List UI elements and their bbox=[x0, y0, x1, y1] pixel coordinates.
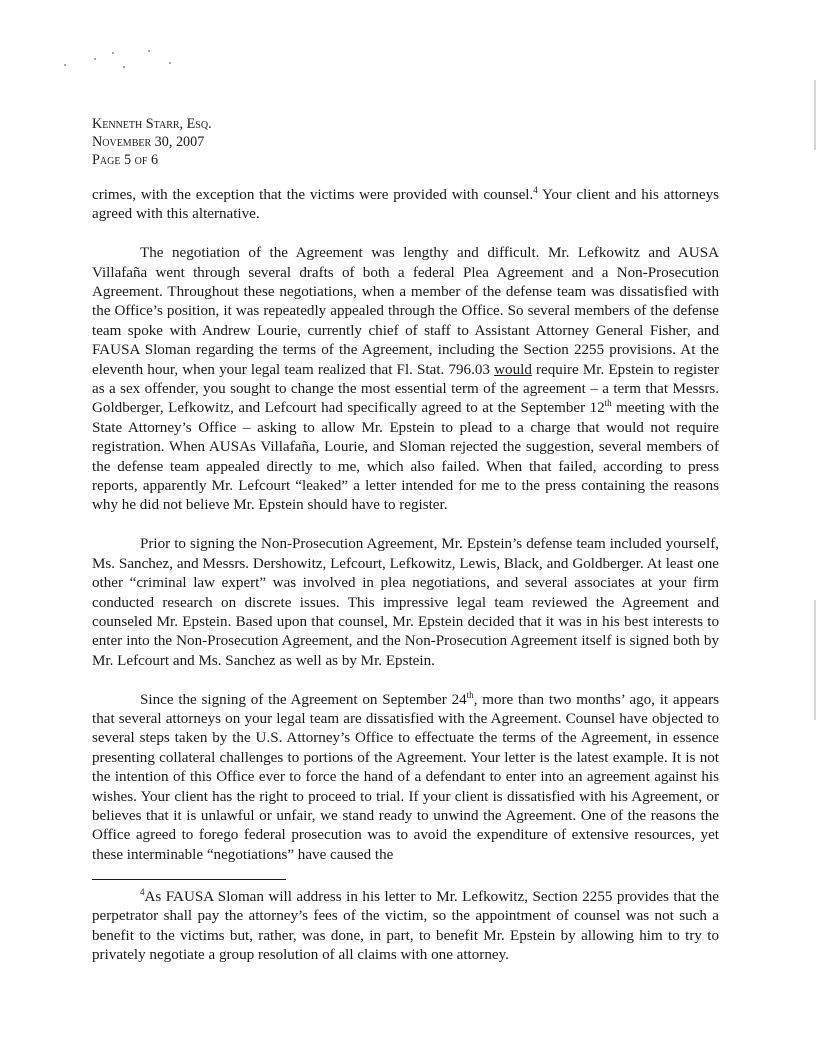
footnote-number: 4 bbox=[140, 886, 145, 897]
letter-body bbox=[92, 186, 719, 885]
paragraph-3: Prior to signing the Non-Prosecution Agreement, Mr. Epstein’s defense team included yourself, Ms. Sanchez, and Messrs. Dershowitz, Lefcourt, Lefkowitz, Lewis, Black, and Goldberger. At least one other “criminal law expert” was involved in plea negotiations, and several associates at your firm conducted research on discrete issues. This impressive legal team reviewed the Agreement and counseled Mr. Epstein. Based upon that counsel, Mr. Epstein decided that it was in his best interests to enter into the Non-Prosecution Agreement, and the Non-Prosecution Agreement itself is signed both by Mr. Lefcourt and Ms. Sanchez as well as by Mr. Epstein. bbox=[92, 536, 719, 669]
paragraph-1-text-cont: Your client and his attorneys agreed with this alternative. bbox=[92, 187, 719, 223]
paragraph-1-text: crimes, with the exception that the victims were provided with counsel. bbox=[92, 187, 534, 203]
scan-speck bbox=[169, 62, 171, 64]
scan-speck bbox=[94, 58, 96, 60]
ordinal-suffix: th bbox=[466, 689, 474, 700]
header-page-number: Page 5 of 6 bbox=[92, 152, 159, 168]
paragraph-2-text: The negotiation of the Agreement was lengthy and difficult. Mr. Lefkowitz and AUSA Villafaña went through several drafts of both a federal Plea Agreement and a Non-Prosecution Agreement. Throughout these negotiations, when a member of the defense team was dissatisfied with the Office’s position, it was repeatedly appealed through the Office. So several members of the defense team spoke with Andrew Lourie, currently chief of staff to Assistant Attorney General Fisher, and FAUSA Sloman regarding the terms of the Agreement, including the Section 2255 provisions. At the eleventh hour, when your legal team realized that Fl. Stat. 796.03 bbox=[92, 245, 719, 378]
ordinal-suffix: th bbox=[604, 398, 612, 409]
footnote-divider bbox=[92, 879, 286, 880]
footnote-reference: 4 bbox=[533, 184, 538, 195]
scan-speck bbox=[123, 66, 125, 68]
scan-specks bbox=[60, 44, 180, 74]
page-header bbox=[92, 115, 492, 169]
paragraph-2-text-cont: require Mr. Epstein to register as a sex offender, you sought to change the most essential term of the agreement – a term that Messrs. Goldberger, Lefkowitz, and Lefcourt had specifically agreed to at the September 12 bbox=[92, 361, 719, 417]
scan-speck bbox=[64, 64, 66, 66]
scan-speck bbox=[112, 52, 114, 54]
scan-speck bbox=[148, 50, 150, 52]
underlined-word: would bbox=[494, 361, 532, 378]
header-recipient: Kenneth Starr, Esq. bbox=[92, 116, 212, 132]
paragraph-4 bbox=[92, 691, 719, 866]
paragraph-2-text-end: meeting with the State Attorney’s Office – asking to allow Mr. Epstein to plead to a charge that would not require registration. When AUSAs Villafaña, Lourie, and Sloman rejected the suggestion, several members of the defense team appealed directly to me, which also failed. When that failed, according to press reports, apparently Mr. Lefcourt “leaked” a letter intended for me to the press containing the reasons why he did not believe Mr. Epstein should have to register. bbox=[92, 400, 719, 514]
header-date: November 30, 2007 bbox=[92, 134, 205, 150]
footnote bbox=[92, 888, 719, 966]
paragraph-4-text-cont: , more than two months’ ago, it appears that several attorneys on your legal team are dissatisfied with the Agreement. Counsel have objected to several steps taken by the U.S. Attorney’s Office to effectuate the terms of the Agreement, in essence presenting collateral challenges to portions of the Agreement. Your letter is the latest example. It is not the intention of this Office ever to force the hand of a defendant to enter into an agreement against his wishes. Your client has the right to proceed to trial. If your client is dissatisfied with his Agreement, or believes that it is unlawful or unfair, we stand ready to unwind the Agreement. One of the reasons the Office agreed to forego federal prosecution was to avoid the expenditure of extensive resources, yet these interminable “negotiations” have caused the bbox=[92, 691, 719, 863]
footnote-text: As FAUSA Sloman will address in his letter to Mr. Lefkowitz, Section 2255 provides that the perpetrator shall pay the attorney’s fees of the victim, so the appointment of counsel was not such a benefit to the victims but, rather, was done, in part, to benefit Mr. Epstein by allowing him to try to privately negotiate a group resolution of all claims with one attorney. bbox=[92, 889, 719, 964]
paragraph-2 bbox=[92, 244, 719, 516]
paragraph-4-text: Since the signing of the Agreement on September 24 bbox=[140, 691, 467, 708]
paragraph-1 bbox=[92, 186, 719, 225]
